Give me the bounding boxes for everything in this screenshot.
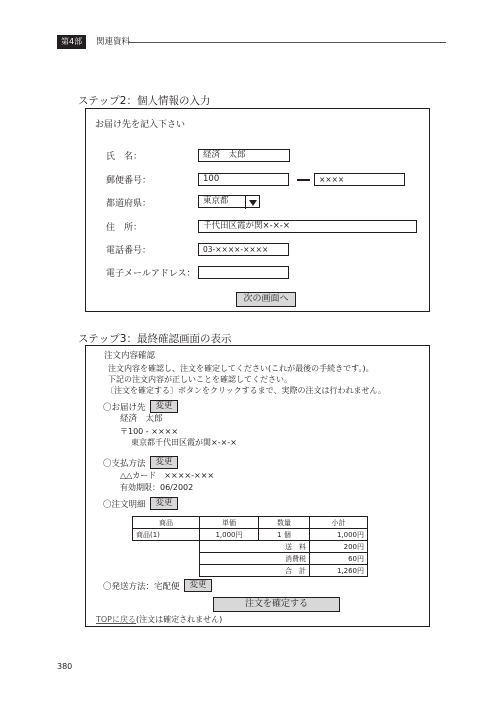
chevron-down-icon[interactable] [245, 196, 259, 209]
table-row [133, 529, 368, 541]
address-label: 住 所： [106, 223, 143, 233]
postal-dash [297, 179, 310, 181]
intro-line-2: 下記の注文内容が正しいことを確認してください。 [108, 375, 292, 384]
change-delivery-button[interactable]: 変更 [150, 400, 178, 413]
table-header: 商品 [133, 517, 200, 529]
delivery-address: 東京都千代田区霞が関×-×-× [131, 438, 237, 447]
table-spacer [133, 541, 200, 553]
payment-card: △△カード ××××-××× [120, 471, 215, 480]
order-details-label: 〇注文明細 [103, 500, 146, 510]
table-spacer [133, 565, 200, 577]
top-link-note: (注文は確定されません) [136, 615, 223, 624]
top-link[interactable]: TOPに戻る [96, 615, 137, 624]
change-payment-button[interactable]: 変更 [150, 456, 178, 469]
name-label: 氏 名： [106, 152, 143, 162]
phone-label: 電話番号： [106, 246, 152, 256]
personal-info-form [85, 108, 430, 312]
confirm-heading: 注文内容確認 [104, 351, 156, 361]
postal-field-1[interactable]: 100 [198, 173, 289, 186]
postal-field-2[interactable]: ×××× [314, 173, 405, 186]
step2-title: ステップ2：個人情報の入力 [78, 95, 211, 107]
table-cell: 1,000円 [200, 529, 259, 541]
delivery-postal: 〒100 - ×××× [120, 427, 179, 436]
order-table [132, 516, 368, 577]
prefecture-select[interactable] [198, 195, 260, 208]
payment-expiry: 有効期限：06/2002 [120, 483, 194, 492]
page-number: 380 [57, 662, 73, 671]
prefecture-selected-value: 東京都 [203, 196, 229, 206]
table-cell: 200円 [310, 541, 368, 553]
change-details-button[interactable]: 変更 [150, 497, 178, 510]
table-header-row [133, 517, 368, 529]
table-header: 小計 [310, 517, 368, 529]
table-cell: 商品(1) [133, 529, 200, 541]
table-row [133, 541, 368, 553]
payment-section-label: 〇支払方法 [103, 459, 146, 469]
table-header: 数量 [259, 517, 310, 529]
table-cell: 合 計 [200, 565, 310, 577]
email-field[interactable] [198, 266, 289, 279]
delivery-section-label: 〇お届け先 [103, 403, 146, 413]
delivery-name: 経済 太郎 [120, 414, 163, 424]
address-field[interactable]: 千代田区霞が関×-×-× [198, 220, 417, 233]
table-spacer [133, 553, 200, 565]
table-cell: 送 料 [200, 541, 310, 553]
email-label: 電子メールアドレス： [106, 269, 196, 279]
confirm-order-button[interactable]: 注文を確定する [213, 597, 340, 612]
table-header: 単価 [200, 517, 259, 529]
step3-title: ステップ3：最終確認画面の表示 [78, 333, 232, 345]
intro-line-3: 〔注文を確定する〕ボタンをクリックするまで、実際の注文は行われません。 [106, 386, 386, 395]
table-row [133, 553, 368, 565]
phone-field[interactable]: 03-××××-×××× [198, 243, 289, 256]
table-cell: 消費税 [200, 553, 310, 565]
next-screen-button[interactable]: 次の画面へ [236, 292, 296, 307]
table-cell: 60円 [310, 553, 368, 565]
section-title: 関連資料 [96, 37, 131, 47]
table-row [133, 565, 368, 577]
change-shipping-button[interactable]: 変更 [184, 579, 212, 592]
table-cell: 1,000円 [310, 529, 368, 541]
table-cell: 1,260円 [310, 565, 368, 577]
form-heading: お届け先を記入下さい [95, 120, 186, 130]
postal-label: 郵便番号： [106, 176, 152, 186]
shipping-method-label: 〇発送方法：宅配便 [103, 582, 180, 592]
header-rule [128, 42, 446, 43]
prefecture-label: 都道府県： [106, 199, 152, 209]
name-field[interactable]: 経済 太郎 [198, 149, 290, 162]
intro-line-1: 注文内容を確認し、注文を確定してください(これが最後の手続きです。)。 [108, 364, 374, 373]
table-cell: 1 個 [259, 529, 310, 541]
part-badge: 第4部 [57, 35, 86, 49]
top-link-row [96, 614, 222, 625]
final-confirmation-panel [85, 345, 430, 627]
